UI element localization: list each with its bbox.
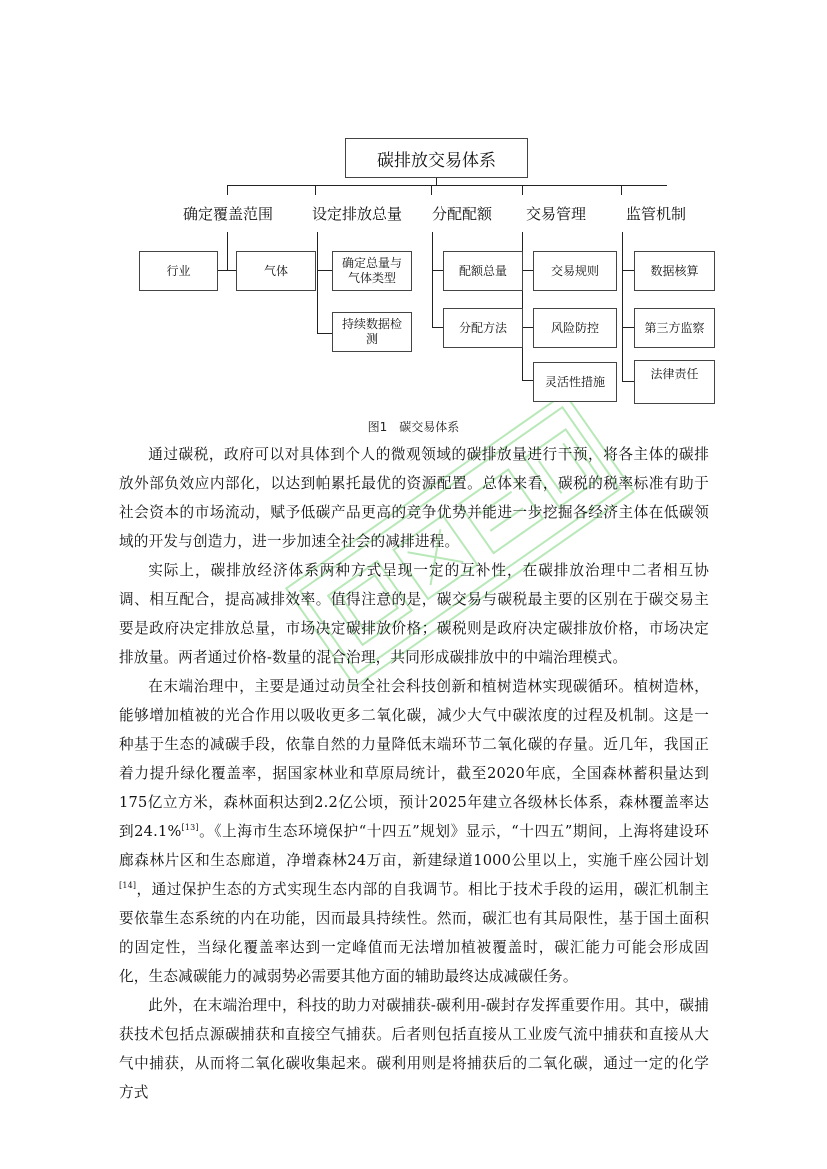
body-text bbox=[119, 440, 709, 1107]
paragraph-3-part-a: 在末端治理中，主要是通过动员全社会科技创新和植树造林实现碳循环。植树造林，能够增加植被的光合作用以吸收更多二氧化碳，减少大气中碳浓度的过程及机制。这是一种基于生态的减碳手段，依靠自然的力量降低末端环节二氧化碳的存量。近几年，我国正着力提升绿化覆盖率，据国家林业和草原局统计，截至2020年底，全国森林蓄积量达到175亿立方米，森林面积达到2.2亿公顷，预计2025年建立各级林长体系，森林覆盖率达到24.1% bbox=[119, 678, 709, 840]
node-industry bbox=[139, 251, 218, 291]
node-allocation-method bbox=[443, 308, 523, 348]
paragraph-3-part-b: 。《上海市生态环境保护“十四五”规划》显示，“十四五”期间，上海将建设环廊森林片区和生态廊道，净增森林24万亩，新建绿道1000公里以上，实施千座公园计划 bbox=[119, 823, 709, 869]
node-data-accounting bbox=[634, 251, 715, 291]
node-risk-control-label: 风险防控 bbox=[550, 320, 599, 335]
paragraph-3-part-c: ，通过保护生态的方式实现生态内部的自我调节。相比于技术手段的运用，碳汇机制主要依靠生态系统的内在功能，因而最具持续性。然而，碳汇也有其局限性，基于国土面积的固定性，当绿化覆盖率达到一定峰值而无法增加植被覆盖时，碳汇能力可能会形成固化，生态减碳能力的减弱势必需要其他方面的辅助最终达成减碳任务。 bbox=[119, 881, 709, 985]
root-label: 碳排放交易体系 bbox=[377, 150, 496, 171]
node-flexibility-label: 灵活性措施 bbox=[544, 374, 605, 389]
node-supervision bbox=[612, 195, 700, 232]
node-total-cap-label: 设定排放总量 bbox=[311, 205, 402, 223]
node-third-party bbox=[634, 308, 715, 348]
node-flexibility bbox=[533, 362, 617, 402]
node-trading bbox=[518, 195, 594, 232]
node-trading-label: 交易管理 bbox=[525, 205, 586, 223]
node-risk-control bbox=[533, 308, 617, 348]
node-allocation-label: 分配配额 bbox=[431, 205, 492, 223]
node-allocation bbox=[424, 195, 500, 232]
node-total-cap bbox=[305, 195, 409, 232]
node-industry-label: 行业 bbox=[166, 263, 191, 278]
paragraph-3 bbox=[119, 672, 709, 991]
node-determine-total-label: 确定总量与气体类型 bbox=[341, 256, 402, 285]
paragraph-1: 通过碳税，政府可以对具体到个人的微观领域的碳排放量进行干预，将各主体的碳排放外部负效应内部化，以达到帕累托最优的资源配置。总体来看，碳税的税率标准有助于社会资本的市场流动，赋予低碳产品更高的竞争优势并能进一步挖掘各经济主体在低碳领域的开发与创造力，进一步加速全社会的减排进程。 bbox=[119, 446, 709, 550]
node-data-monitoring bbox=[332, 312, 412, 352]
citation-14: [14] bbox=[119, 881, 137, 891]
node-determine-total bbox=[332, 251, 412, 291]
diagram-root-node bbox=[345, 138, 528, 178]
node-data-accounting-label: 数据核算 bbox=[650, 263, 699, 278]
node-legal-liability bbox=[634, 360, 715, 404]
node-data-monitoring-label: 持续数据检测 bbox=[341, 317, 402, 346]
node-trading-rules bbox=[533, 251, 617, 291]
node-coverage-label: 确定覆盖范围 bbox=[182, 205, 273, 223]
node-gas bbox=[236, 251, 316, 291]
citation-13: [13] bbox=[181, 823, 199, 833]
node-gas-label: 气体 bbox=[263, 263, 288, 278]
node-allocation-method-label: 分配方法 bbox=[458, 320, 507, 335]
node-coverage bbox=[178, 195, 278, 232]
node-third-party-label: 第三方监察 bbox=[644, 320, 705, 335]
paragraph-4: 此外，在末端治理中，科技的助力对碳捕获-碳利用-碳封存发挥重要作用。其中，碳捕获技术包括点源碳捕获和直接空气捕获。后者则包括直接从工业废气流中捕获和直接从大气中捕获，从而将二氧化碳收集起来。碳利用则是将捕获后的二氧化碳，通过一定的化学方式 bbox=[119, 997, 709, 1101]
node-trading-rules-label: 交易规则 bbox=[550, 263, 599, 278]
node-legal-liability-label: 法律责任 bbox=[650, 367, 699, 381]
figure-caption: 图1 碳交易体系 bbox=[367, 420, 460, 434]
paragraph-2: 实际上，碳排放经济体系两种方式呈现一定的互补性，在碳排放治理中二者相互协调、相互配合，提高减排效率。值得注意的是，碳交易与碳税最主要的区别在于碳交易主要是政府决定排放总量，市场决定碳排放价格；碳税则是政府决定碳排放价格，市场决定排放量。两者通过价格-数量的混合治理，共同形成碳排放中的中端治理模式。 bbox=[119, 562, 709, 666]
node-quota-total-label: 配额总量 bbox=[458, 263, 507, 278]
node-supervision-label: 监管机制 bbox=[625, 205, 686, 223]
node-quota-total bbox=[443, 251, 523, 291]
carbon-trading-diagram bbox=[0, 0, 827, 420]
